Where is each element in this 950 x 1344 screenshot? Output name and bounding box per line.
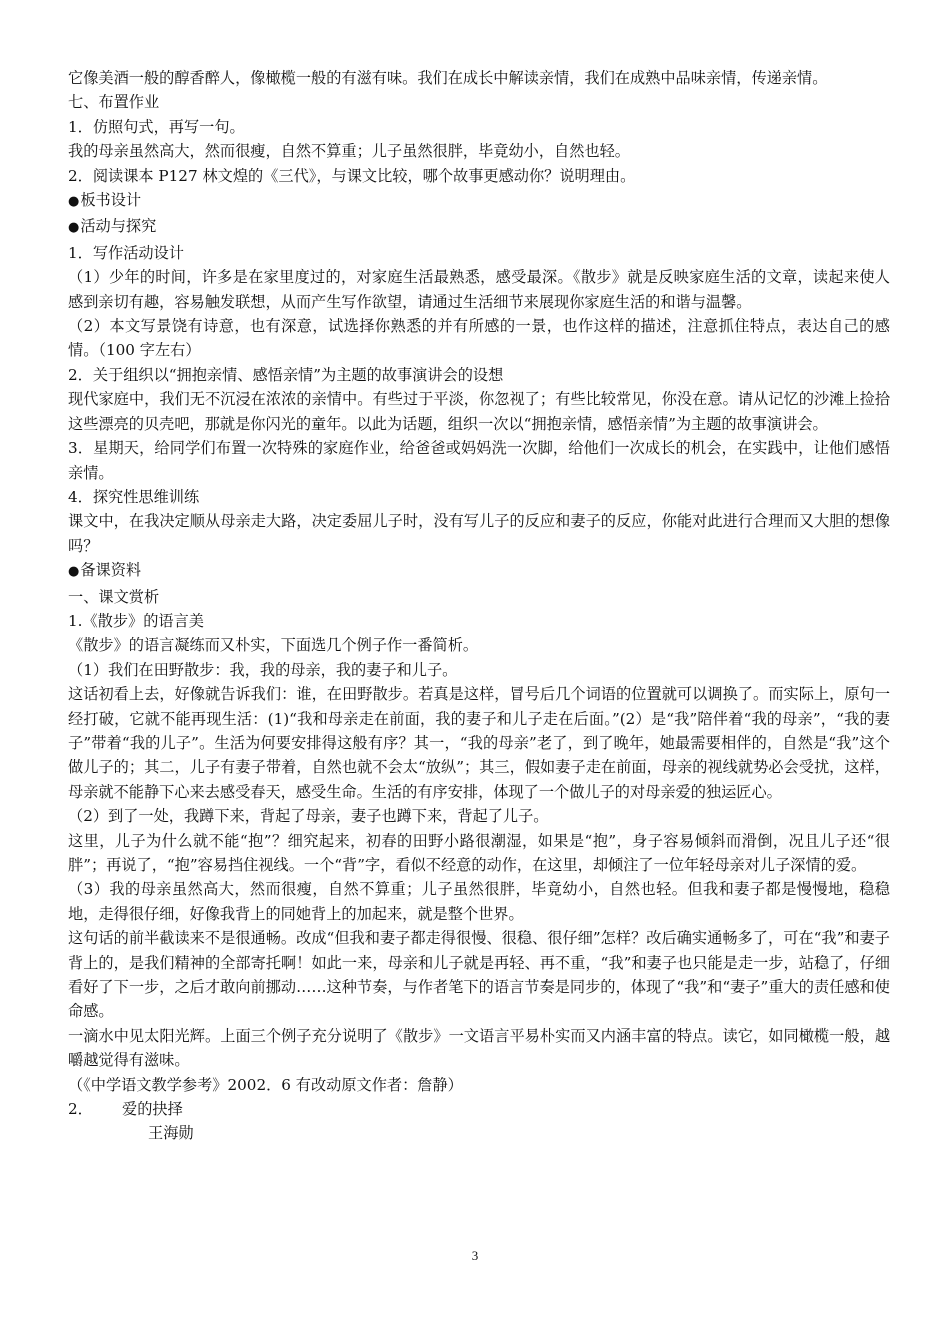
bullet-heading-activity: ●活动与探究 [68, 217, 157, 236]
bullet-icon: ● [68, 220, 80, 236]
paragraph: 这话初看上去，好像就告诉我们：谁，在田野散步。若真是这样，冒号后几个词语的位置就可以调换了。而实际上，原句一经打破，它就不能再现生活：(1)“我和母亲走在前面，我的妻子和儿子走在后面。”(2）是“我”陪伴着“我的母亲”，“我的妻子”带着“我的儿子”。生活为何要安排得这般有序？其一，“我的母亲”老了，到了晚年，她最需要相伴的，自然是“我”这个做儿子的；其二，儿子有妻子带着，自然也就不会太“放纵”；其三，假如妻子走在前面，母亲的视线就势必会受扰，这样，母亲就不能静下心来去感受春天，感受生命。生活的有序安排，体现了一个做儿子的对母亲爱的独运匠心。 [68, 685, 890, 801]
text-line: 2．关于组织以“拥抱亲情、感悟亲情”为主题的故事演讲会的设想 [68, 365, 504, 384]
text-line: （1）我们在田野散步：我，我的母亲，我的妻子和儿子。 [68, 660, 458, 679]
paragraph: 这句话的前半截读来不是很通畅。改成“但我和妻子都走得很慢、很稳、很仔细”怎样？改后确实通畅多了，可在“我”和妻子背上的，是我们精神的全部寄托啊！如此一来，母亲和儿子就是再轻、再不重，“我”和妻子也只能是走一步，站稳了，仔细看好了下一步，之后才敢向前挪动……这种节奏，与作者笔下的语言节奏是同步的，体现了“我”和“妻子”重大的责任感和使命感。 [68, 929, 890, 1021]
paragraph: 课文中，在我决定顺从母亲走大路，决定委屈儿子时，没有写儿子的反应和妻子的反应，你能对此进行合理而又大胆的想像吗？ [68, 512, 890, 555]
text-line: 1.《散步》的语言美 [68, 611, 204, 630]
paragraph: 这里，儿子为什么就不能“抱”？细究起来，初春的田野小路很潮湿，如果是“抱”，身子容易倾斜而滑倒，况且儿子还“很胖”；再说了，“抱”容易挡住视线。一个“背”字，看似不经意的动作，在这里，却倾注了一位年轻母亲对儿子深情的爱。 [68, 831, 890, 874]
bullet-icon: ● [68, 194, 80, 210]
text-line: 4．探究性思维训练 [68, 487, 200, 506]
text-line: 我的母亲虽然高大，然而很瘦，自然不算重；儿子虽然很胖，毕竟幼小，自然也轻。 [68, 142, 630, 161]
paragraph: 现代家庭中，我们无不沉浸在浓浓的亲情中。有些过于平淡，你忽视了；有些比较常见，你没在意。请从记忆的沙滩上捡拾这些漂亮的贝壳吧，那就是你闪光的童年。以此为话题，组织一次以“拥抱亲情，感悟亲情”为主题的故事演讲会。 [68, 390, 890, 433]
subsection-heading: 2． 爱的抉择 [68, 1100, 183, 1119]
paragraph: 一滴水中见太阳光辉。上面三个例子充分说明了《散步》一文语言平易朴实而又内涵丰富的特点。读它，如同橄榄一般，越嚼越觉得有滋味。 [68, 1026, 890, 1070]
bullet-heading-resource: ●备课资料 [68, 561, 142, 580]
text-line: 它像美酒一般的醇香醉人，像橄榄一般的有滋有味。我们在成长中解读亲情，我们在成熟中品味亲情，传递亲情。 [68, 69, 828, 87]
text-line: 1．写作活动设计 [68, 243, 184, 262]
paragraph: （3）我的母亲虽然高大，然而很瘦，自然不算重；儿子虽然很胖，毕竟幼小，自然也轻。但我和妻子都是慢慢地，稳稳地，走得很仔细，好像我背上的同她背上的加起来，就是整个世界。 [68, 880, 890, 923]
bullet-icon: ● [68, 564, 80, 580]
section-heading: 七、布置作业 [68, 93, 160, 112]
bullet-heading-board: ●板书设计 [68, 191, 142, 210]
citation-line: （《中学语文教学参考》2002．6 有改动原文作者：詹静） [68, 1075, 463, 1094]
paragraph: （1）少年的时间，许多是在家里度过的，对家庭生活最熟悉，感受最深。《散步》就是反映家庭生活的文章，读起来使人感到亲切有趣，容易触发联想，从而产生写作欲望，请通过生活细节来展现你家庭生活的和谐与温馨。 [68, 268, 890, 311]
paragraph: （2）本文写景饶有诗意，也有深意，试选择你熟悉的并有所感的一景，也作这样的描述，注意抓住特点，表达自己的感情。（100 字左右） [68, 317, 890, 360]
section-heading: 一、课文赏析 [68, 587, 160, 606]
text-line: 1．仿照句式，再写一句。 [68, 117, 245, 136]
text-line: 2．阅读课本 P127 林文煌的《三代》，与课文比较，哪个故事更感动你？说明理由。 [68, 166, 636, 185]
paragraph: 3．星期天，给同学们布置一次特殊的家庭作业，给爸爸或妈妈洗一次脚，给他们一次成长的机会，在实践中，让他们感悟亲情。 [68, 439, 890, 482]
text-line: （2）到了一处，我蹲下来，背起了母亲，妻子也蹲下来，背起了儿子。 [68, 807, 549, 826]
text-line: 《散步》的语言凝练而又朴实，下面选几个例子作一番简析。 [68, 636, 479, 655]
author-name: 王海勋 [148, 1124, 194, 1143]
page-number: 3 [471, 1248, 479, 1263]
